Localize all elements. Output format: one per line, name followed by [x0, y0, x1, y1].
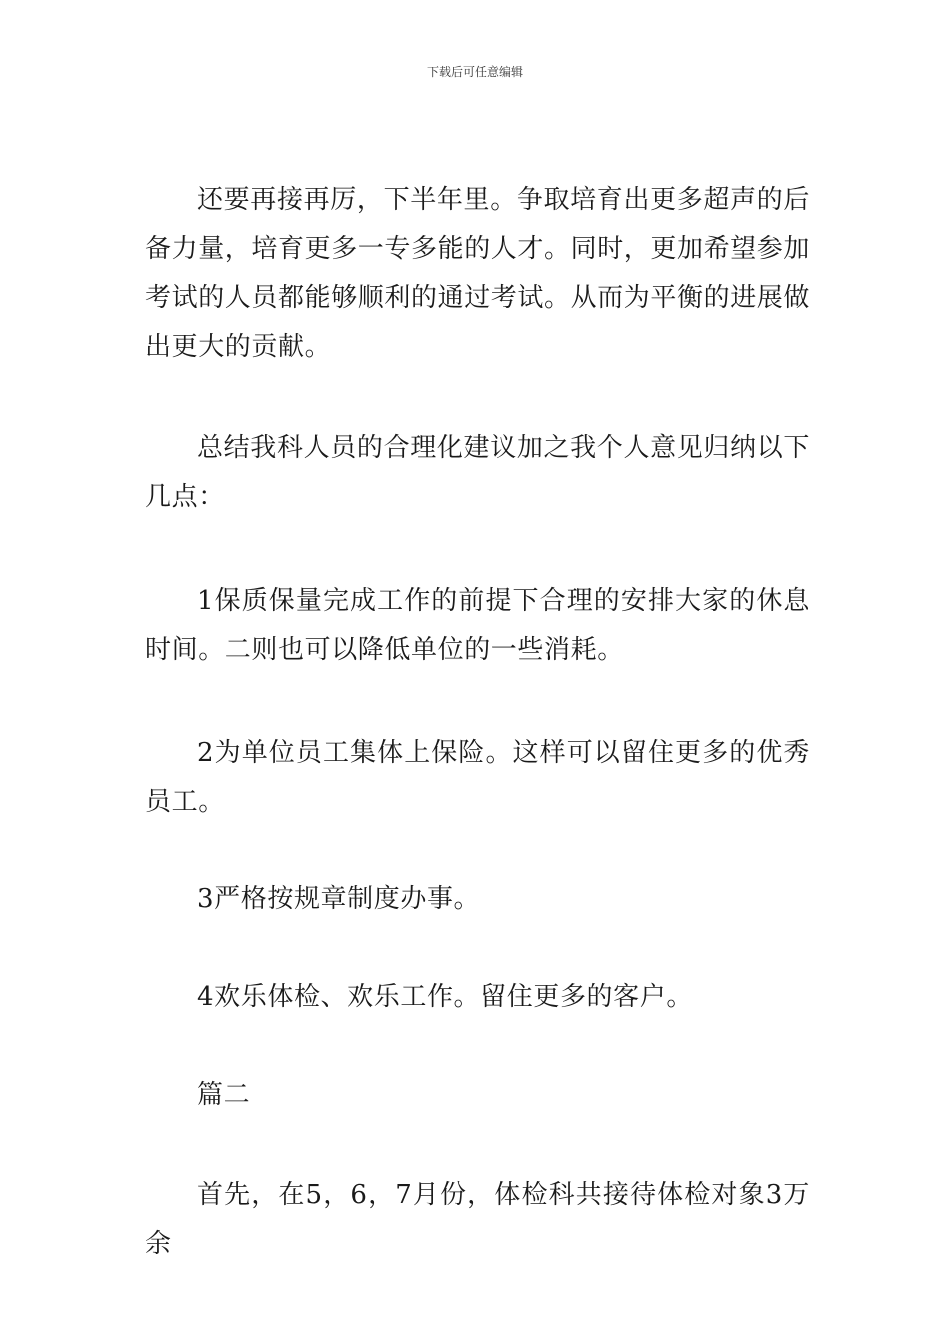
- page-header: 下载后可任意编辑: [426, 65, 523, 79]
- paragraph-6: 4欢乐体检、欢乐工作。留住更多的客户。: [197, 982, 693, 1012]
- paragraph-2: 总结我科人员的合理化建议加之我个人意见归纳以下几点：: [145, 433, 810, 512]
- paragraph-5: 3严格按规章制度办事。: [197, 884, 481, 914]
- paragraph-3: 1保质保量完成工作的前提下合理的安排大家的休息时间。二则也可以降低单位的一些消耗。: [145, 586, 810, 665]
- section-heading: 篇二: [197, 1080, 251, 1110]
- paragraph-7: 首先，在5，6，7月份，体检科共接待体检对象3万余: [145, 1180, 810, 1259]
- paragraph-4: 2为单位员工集体上保险。这样可以留住更多的优秀员工。: [145, 738, 810, 817]
- paragraph-1: 还要再接再厉，下半年里。争取培育出更多超声的后备力量，培育更多一专多能的人才。同时，更加希望参加考试的人员都能够顺利的通过考试。从而为平衡的进展做出更大的贡献。: [145, 185, 811, 362]
